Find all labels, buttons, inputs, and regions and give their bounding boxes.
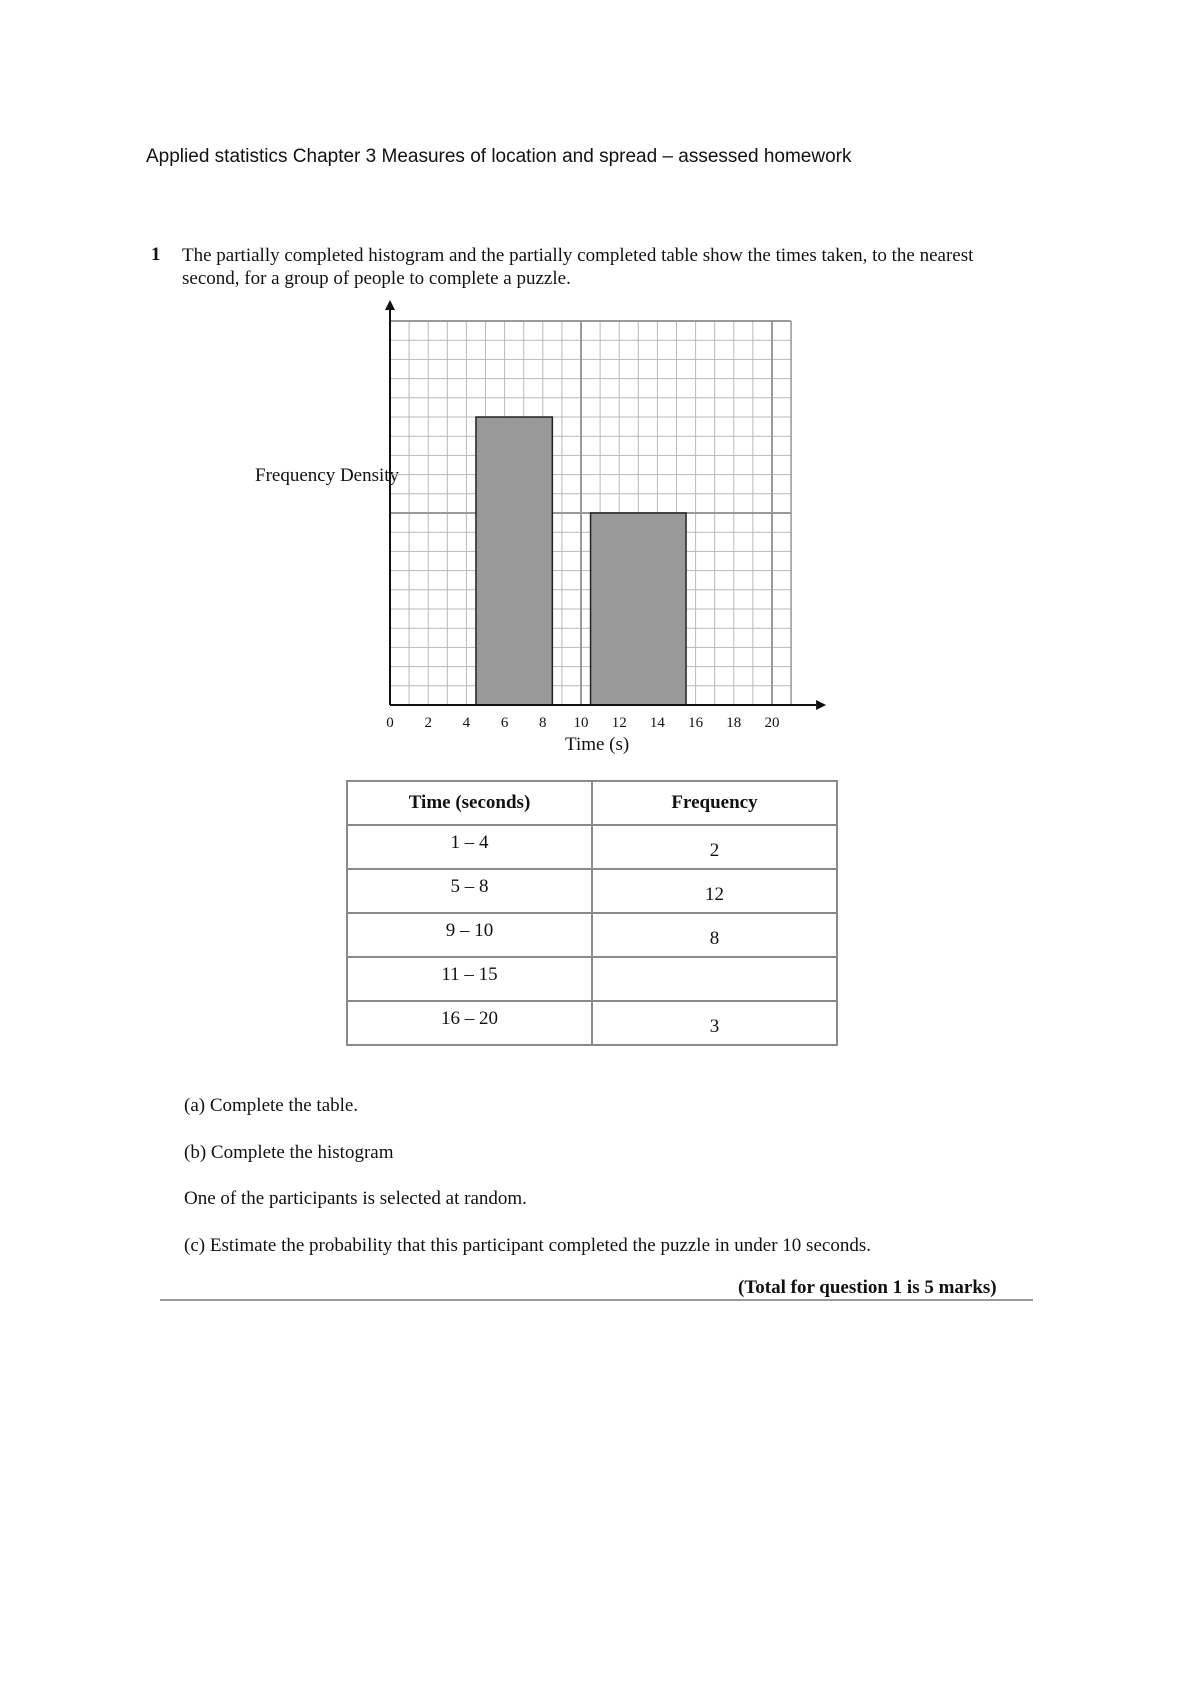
part-c: (c) Estimate the probability that this participant completed the puzzle in under 10 seconds. — [184, 1235, 871, 1256]
table-header-row — [347, 781, 837, 825]
frequency-table — [346, 780, 838, 1046]
x-tick-label: 6 — [500, 715, 509, 730]
question-number: 1 — [151, 244, 161, 265]
x-tick-label: 20 — [764, 715, 780, 730]
x-tick-label: 14 — [649, 715, 665, 730]
frequency-cell: 8 — [592, 913, 837, 957]
table-row — [347, 869, 837, 913]
time-cell: 9 – 10 — [347, 913, 592, 957]
table-row — [347, 825, 837, 869]
frequency-cell: 3 — [592, 1001, 837, 1045]
x-axis-label: Time (s) — [565, 734, 630, 755]
x-tick-label: 12 — [611, 715, 627, 730]
page-header: Applied statistics Chapter 3 Measures of location and spread – assessed homework — [146, 146, 852, 167]
x-tick-label: 8 — [539, 715, 547, 730]
y-axis-arrow — [385, 300, 395, 310]
time-cell: 11 – 15 — [347, 957, 592, 1001]
part-a: (a) Complete the table. — [184, 1095, 359, 1116]
frequency-cell: 2 — [592, 825, 837, 869]
y-axis-label: Frequency Density — [255, 465, 400, 486]
x-tick-label: 10 — [573, 715, 589, 730]
table-header-frequency: Frequency — [592, 781, 837, 825]
table-row — [347, 1001, 837, 1045]
x-tick-label: 4 — [462, 715, 471, 730]
histogram-bar — [476, 417, 552, 705]
histogram-bar — [591, 513, 687, 705]
x-tick-label: 16 — [688, 715, 704, 730]
table-row — [347, 913, 837, 957]
part-b: (b) Complete the histogram — [184, 1142, 394, 1163]
table-row — [347, 957, 837, 1001]
x-tick-label: 0 — [386, 715, 394, 730]
time-cell: 1 – 4 — [347, 825, 592, 869]
table-header-time: Time (seconds) — [347, 781, 592, 825]
x-tick-label: 2 — [424, 715, 432, 730]
divider-line — [160, 1299, 1033, 1301]
total-marks: (Total for question 1 is 5 marks) — [738, 1277, 997, 1298]
time-cell: 16 – 20 — [347, 1001, 592, 1045]
x-tick-label: 18 — [726, 715, 742, 730]
x-axis-arrow — [816, 700, 826, 710]
random-selection-note: One of the participants is selected at random. — [184, 1188, 527, 1209]
question-intro: The partially completed histogram and the partially completed table show the times taken, to the nearest second, for a group of people to complete a puzzle. — [182, 245, 974, 289]
frequency-cell-blank — [592, 957, 837, 1001]
histogram-chart — [370, 300, 830, 730]
frequency-cell: 12 — [592, 869, 837, 913]
time-cell: 5 – 8 — [347, 869, 592, 913]
